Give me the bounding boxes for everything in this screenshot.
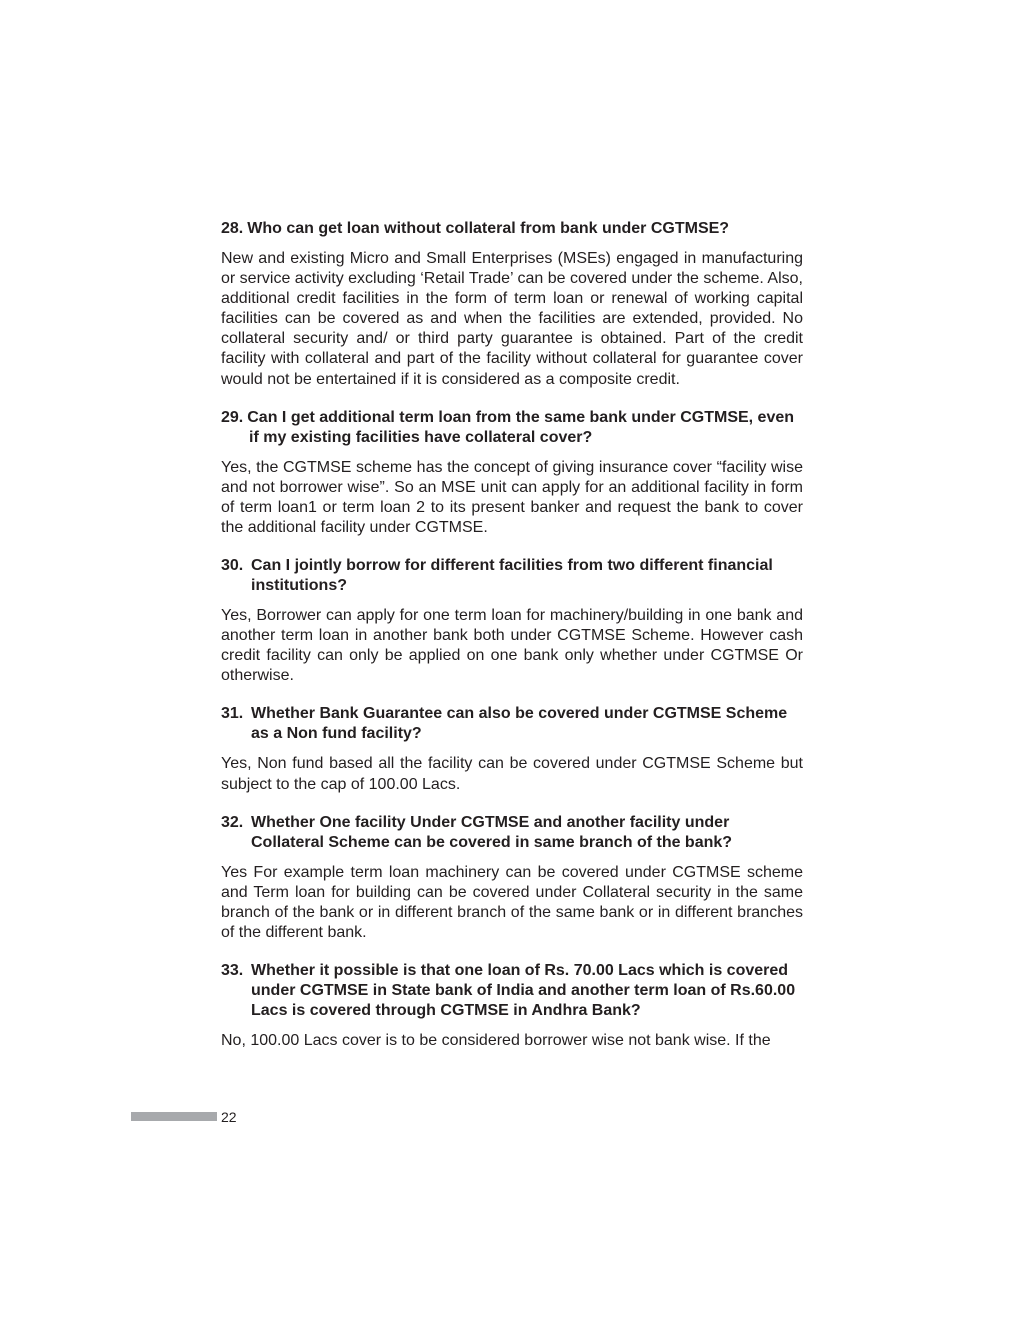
question-number: 32. <box>221 813 244 831</box>
question-heading <box>221 813 803 853</box>
question-text: Whether Bank Guarantee can also be covered under CGTMSE Scheme as a Non fund facility? <box>251 705 788 743</box>
question-heading <box>221 219 803 239</box>
question-heading <box>221 408 803 448</box>
answer-paragraph: Yes For example term loan machinery can be covered under CGTMSE scheme and Term loan for building can be covered under Collateral security in the same branch of the bank or in different branch of the same bank or in different branches of the different bank. <box>221 863 803 941</box>
answer-paragraph: No, 100.00 Lacs cover is to be considered borrower wise not bank wise. If the <box>221 1031 771 1049</box>
question-number: 28. <box>221 220 244 237</box>
question-number: 33. <box>221 961 244 979</box>
faq-item-29 <box>221 408 803 538</box>
faq-item-33 <box>221 961 803 1051</box>
question-heading <box>221 556 803 596</box>
question-text: Whether it possible is that one loan of Rs. 70.00 Lacs which is covered under CGTMSE in State bank of India and another term loan of Rs.60.00 Lacs is covered through CGTMSE in Andhra Bank? <box>251 961 796 1019</box>
faq-item-32 <box>221 813 803 943</box>
answer-paragraph: Yes, Borrower can apply for one term loan for machinery/building in one bank and another term loan in another bank both under CGTMSE Scheme. However cash credit facility can only be applied on one bank only whether under CGTMSE Or otherwise. <box>221 607 803 685</box>
question-number: 30. <box>221 557 244 575</box>
question-text: Can I jointly borrow for different facilities from two different financial institutions? <box>251 557 773 595</box>
answer-paragraph: Yes, Non fund based all the facility can be covered under CGTMSE Scheme but subject to the cap of 100.00 Lacs. <box>221 755 803 793</box>
faq-item-31 <box>221 704 803 794</box>
question-heading <box>221 704 803 744</box>
footer-bar <box>131 1112 217 1121</box>
faq-item-30 <box>221 556 803 686</box>
answer-paragraph: New and existing Micro and Small Enterprises (MSEs) engaged in manufacturing or service activity excluding ‘Retail Trade’ can be covered under the scheme. Also, additional credit facilities in the form of term loan or renewal of working capital facilities can be covered as and when the facilities are extended, provided. No collateral security and/ or third party guarantee is obtained. Part of the credit facility with collateral and part of the facility without collateral for guarantee cover would not be entertained if it is considered as a composite credit. <box>221 250 803 388</box>
question-text: Can I get additional term loan from the same bank under CGTMSE, even if my existing facilities have collateral cover? <box>247 408 795 446</box>
question-heading <box>221 961 803 1021</box>
question-text: Whether One facility Under CGTMSE and another facility under Collateral Scheme can be covered in same branch of the bank? <box>251 813 733 851</box>
answer-paragraph: Yes, the CGTMSE scheme has the concept of giving insurance cover “facility wise and not borrower wise”. So an MSE unit can apply for an additional facility in form of term loan1 or term loan 2 to its present banker and request the bank to cover the additional facility under CGTMSE. <box>221 458 803 536</box>
page-number: 22 <box>221 1109 237 1125</box>
document-body <box>221 219 803 1069</box>
question-number: 31. <box>221 705 244 723</box>
question-text: Who can get loan without collateral from bank under CGTMSE? <box>247 220 730 237</box>
faq-item-28 <box>221 219 803 390</box>
question-number: 29. <box>221 408 244 426</box>
